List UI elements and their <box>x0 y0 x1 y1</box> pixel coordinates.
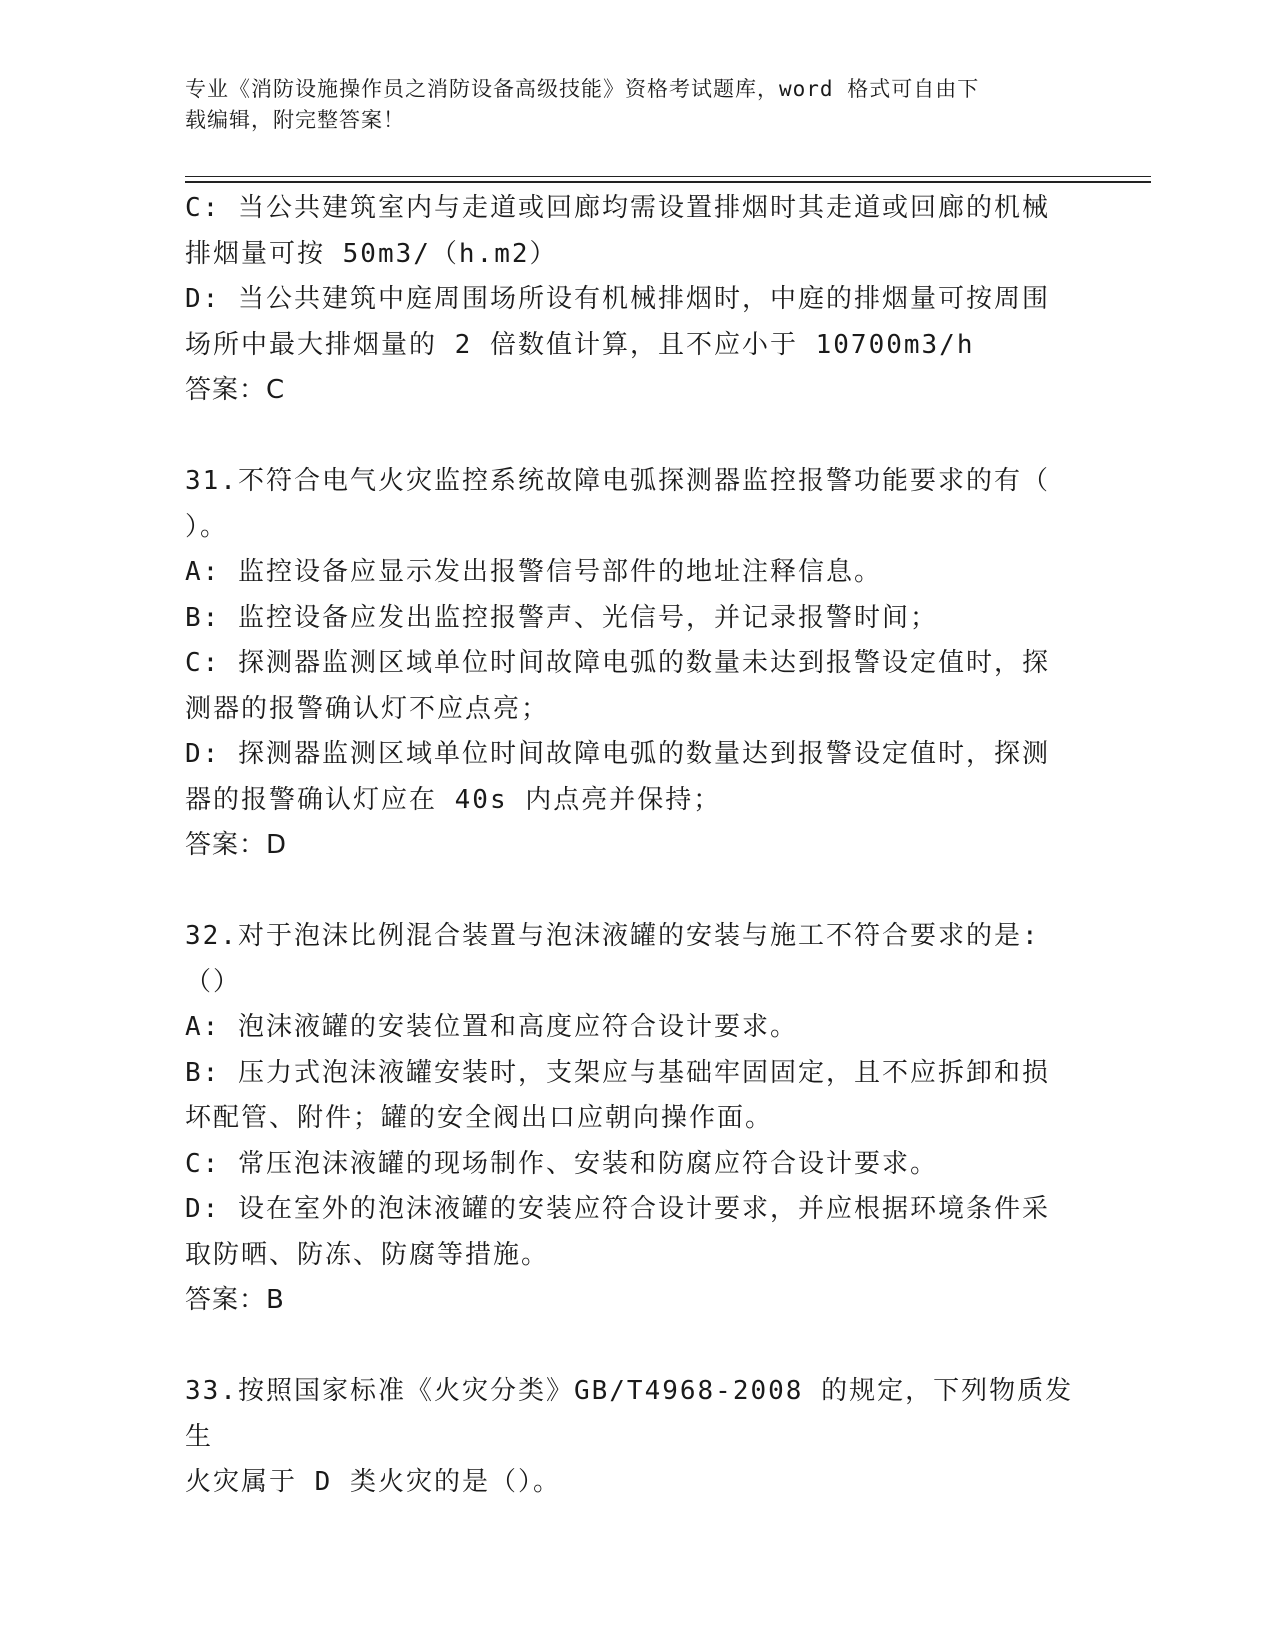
answer-line: 答案：D <box>185 830 288 860</box>
option-a: A: 监控设备应显示发出报警信号部件的地址注释信息。 <box>185 557 882 587</box>
option-d-line-1: D: 设在室外的泡沫液罐的安装应符合设计要求，并应根据环境条件采 <box>185 1194 1050 1224</box>
header-line-2: 载编辑，附完整答案！ <box>185 108 405 132</box>
option-d-line-2: 取防晒、防冻、防腐等措施。 <box>185 1239 550 1270</box>
option-c-line-1: C: 当公共建筑室内与走道或回廊均需设置排烟时其走道或回廊的机械 <box>185 193 1050 223</box>
option-b: B: 监控设备应发出监控报警声、光信号，并记录报警时间； <box>185 602 938 633</box>
option-b-line-1: B: 压力式泡沫液罐安装时，支架应与基础牢固固定，且不应拆卸和损 <box>185 1057 1050 1088</box>
header-divider-thin <box>185 176 1151 177</box>
option-b-line-2: 坏配管、附件；罐的安全阀出口应朝向操作面。 <box>185 1103 774 1133</box>
answer-line: 答案：B <box>185 1285 285 1315</box>
spacer <box>185 869 1085 915</box>
question-stem-line-2: （） <box>185 966 242 997</box>
question-stem-line-1: 31.不符合电气火灾监控系统故障电弧探测器监控报警功能要求的有（ <box>185 466 1050 496</box>
question-31 <box>185 459 1085 869</box>
option-c-line-1: C: 探测器监测区域单位时间故障电弧的数量未达到报警设定值时，探 <box>185 648 1050 678</box>
option-a: A: 泡沫液罐的安装位置和高度应符合设计要求。 <box>185 1012 798 1042</box>
document-header <box>185 74 1065 136</box>
question-32 <box>185 914 1085 1324</box>
spacer <box>185 414 1085 460</box>
document-body <box>185 186 1085 1506</box>
question-stem-line-2: 火灾属于 D 类火灾的是（）。 <box>185 1467 561 1497</box>
spacer <box>185 1324 1085 1370</box>
answer-line: 答案：C <box>185 375 286 405</box>
question-33 <box>185 1369 1085 1506</box>
previous-question-tail <box>185 186 1085 414</box>
question-stem-line-1: 32.对于泡沫比例混合装置与泡沫液罐的安装与施工不符合要求的是: <box>185 921 1040 951</box>
header-divider-thick <box>185 181 1151 183</box>
option-d-line-2: 器的报警确认灯应在 40s 内点亮并保持； <box>185 784 722 815</box>
option-c: C: 常压泡沫液罐的现场制作、安装和防腐应符合设计要求。 <box>185 1148 938 1179</box>
option-c-line-2: 排烟量可按 50m3/（h.m2） <box>185 238 558 269</box>
header-line-1: 专业《消防设施操作员之消防设备高级技能》资格考试题库，word 格式可自由下 <box>185 77 980 101</box>
option-c-line-2: 测器的报警确认灯不应点亮； <box>185 693 550 724</box>
option-d-line-2: 场所中最大排烟量的 2 倍数值计算，且不应小于 10700m3/h <box>185 329 975 360</box>
question-stem-line-2: ）。 <box>185 511 229 542</box>
question-stem-line-1: 33.按照国家标准《火灾分类》GB/T4968-2008 的规定，下列物质发生 <box>185 1376 1074 1452</box>
option-d-line-1: D: 探测器监测区域单位时间故障电弧的数量达到报警设定值时，探测 <box>185 739 1050 769</box>
option-d-line-1: D: 当公共建筑中庭周围场所设有机械排烟时，中庭的排烟量可按周围 <box>185 284 1050 314</box>
